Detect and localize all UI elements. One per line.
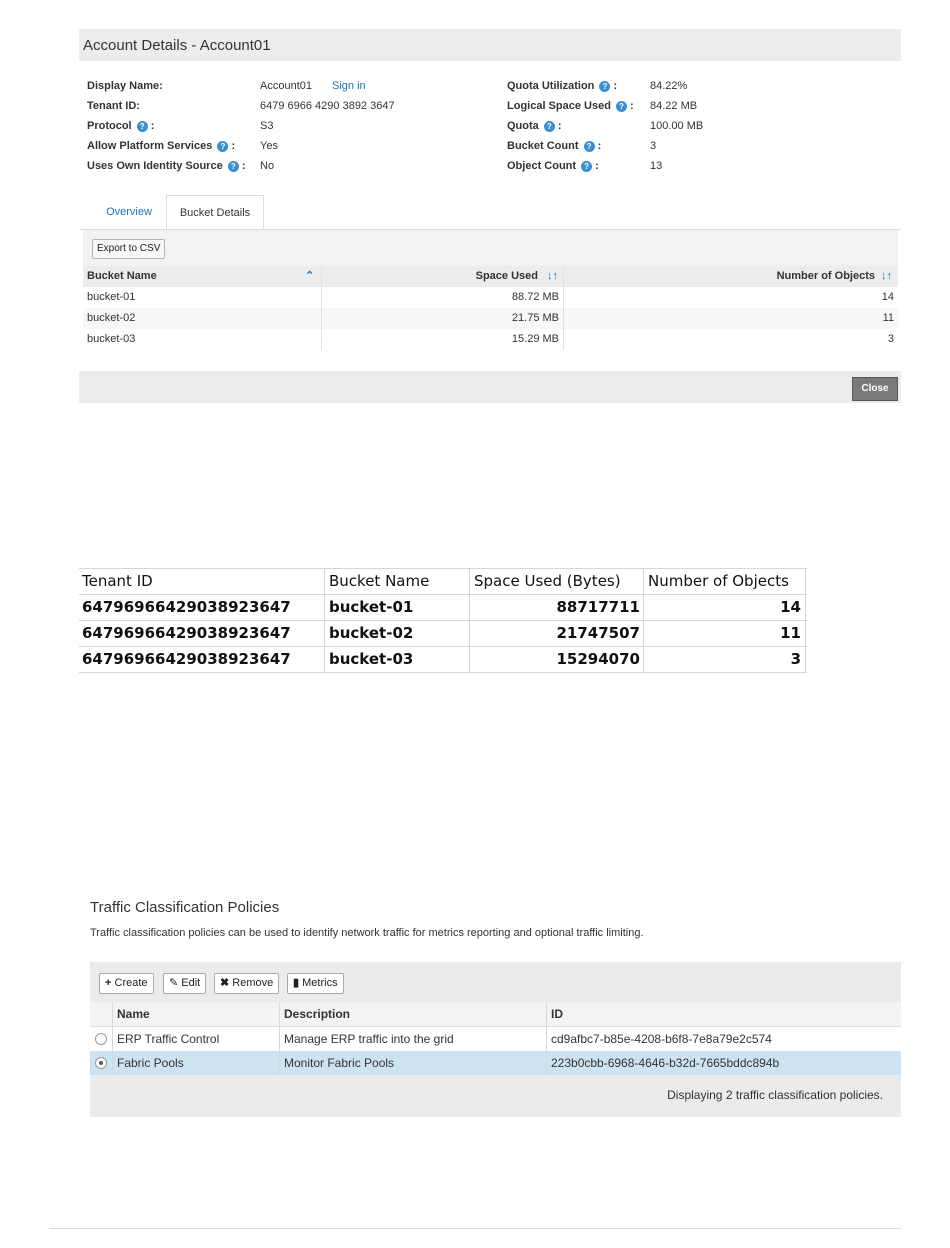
export-csv-button[interactable]: Export to CSV bbox=[92, 239, 165, 259]
sheet-bucket-name: bucket-03 bbox=[329, 650, 414, 668]
sort-ascending-icon[interactable]: ⌃ bbox=[305, 270, 315, 282]
column-divider bbox=[546, 1051, 547, 1075]
bucket-table bbox=[83, 266, 898, 350]
protocol-label: Protocol bbox=[87, 120, 132, 132]
create-button[interactable] bbox=[99, 973, 154, 994]
space-used-cell: 21.75 MB bbox=[511, 312, 559, 324]
col-bucket-name[interactable]: Bucket Name bbox=[87, 270, 157, 282]
policy-id: cd9afbc7-b85e-4208-b6f8-7e8a79e2c574 bbox=[551, 1032, 772, 1046]
identity-source-value: No bbox=[260, 160, 275, 172]
cell-divider bbox=[324, 595, 325, 620]
policy-name: ERP Traffic Control bbox=[117, 1032, 220, 1046]
row-radio[interactable] bbox=[95, 1033, 107, 1045]
csv-spreadsheet bbox=[79, 568, 807, 673]
policies-table bbox=[90, 1002, 901, 1075]
object-count-label: Object Count bbox=[507, 160, 577, 172]
table-header bbox=[90, 1002, 901, 1026]
tab-bucket-details[interactable]: Bucket Details bbox=[166, 195, 264, 231]
column-divider bbox=[563, 266, 564, 287]
quota-label: Quota bbox=[507, 120, 539, 132]
sort-icon[interactable]: ↓↑ bbox=[881, 270, 892, 282]
protocol-label-row: Protocol ? : bbox=[87, 120, 155, 132]
col-space-used[interactable]: Space Used bbox=[475, 270, 538, 282]
sheet-bucket-name: bucket-02 bbox=[329, 624, 414, 642]
column-divider bbox=[321, 287, 322, 308]
bucket-count-value: 3 bbox=[650, 140, 657, 152]
cell-divider bbox=[643, 569, 644, 594]
edit-label: Edit bbox=[181, 977, 201, 989]
col-number-of-objects[interactable]: Number of Objects bbox=[776, 270, 875, 282]
table-row[interactable] bbox=[90, 1026, 901, 1051]
sign-in-link[interactable]: Sign in bbox=[332, 80, 366, 92]
dialog-header bbox=[79, 29, 901, 61]
policy-id: 223b0cbb-6968-4646-b32d-7665bddc894b bbox=[551, 1056, 780, 1070]
policy-description: Monitor Fabric Pools bbox=[284, 1056, 395, 1070]
column-divider bbox=[546, 1027, 547, 1051]
identity-source-label-row: Uses Own Identity Source ? : bbox=[87, 160, 246, 172]
space-used-cell: 88.72 MB bbox=[511, 291, 559, 303]
table-header bbox=[83, 266, 898, 287]
sheet-objects: 11 bbox=[780, 624, 801, 642]
space-used-cell: 15.29 MB bbox=[511, 333, 559, 345]
column-divider bbox=[112, 1002, 113, 1026]
page-description: Traffic classification policies can be used to identify network traffic for metrics reporting and optional traffic limiting. bbox=[90, 927, 644, 939]
column-divider bbox=[546, 1002, 547, 1026]
help-icon[interactable]: ? bbox=[544, 121, 555, 132]
column-divider bbox=[112, 1051, 113, 1075]
help-icon[interactable]: ? bbox=[584, 141, 595, 152]
platform-services-label-row: Allow Platform Services ? : bbox=[87, 140, 236, 152]
help-icon[interactable]: ? bbox=[217, 141, 228, 152]
remove-label: Remove bbox=[232, 977, 274, 989]
column-divider bbox=[321, 308, 322, 329]
column-divider bbox=[321, 266, 322, 287]
display-name-value: Account01 bbox=[260, 80, 312, 92]
sort-icon[interactable]: ↓↑ bbox=[547, 270, 558, 282]
spreadsheet-row bbox=[79, 621, 807, 647]
page-divider bbox=[49, 1228, 901, 1229]
platform-services-value: Yes bbox=[260, 140, 278, 152]
policy-description: Manage ERP traffic into the grid bbox=[284, 1032, 454, 1046]
sheet-space-used: 15294070 bbox=[556, 650, 640, 668]
column-divider bbox=[279, 1051, 280, 1075]
quota-utilization-label-row: Quota Utilization ? : bbox=[507, 80, 618, 92]
bucket-count-label: Bucket Count bbox=[507, 140, 579, 152]
spreadsheet-row bbox=[79, 647, 807, 673]
help-icon[interactable]: ? bbox=[616, 101, 627, 112]
policy-name: Fabric Pools bbox=[117, 1056, 184, 1070]
tenant-id-label: Tenant ID: bbox=[87, 100, 140, 112]
table-row bbox=[83, 329, 898, 350]
create-label: Create bbox=[114, 977, 148, 989]
dialog-title: Account Details - Account01 bbox=[83, 37, 271, 54]
cell-divider bbox=[469, 569, 470, 594]
sheet-space-used: 88717711 bbox=[556, 598, 640, 616]
quota-value: 100.00 MB bbox=[650, 120, 704, 132]
dialog-footer bbox=[79, 371, 901, 403]
logical-space-label: Logical Space Used bbox=[507, 100, 611, 112]
row-radio[interactable] bbox=[95, 1057, 107, 1069]
object-count-value: 13 bbox=[650, 160, 663, 172]
sheet-col-space-used: Space Used (Bytes) bbox=[474, 572, 621, 590]
metrics-button[interactable] bbox=[287, 973, 344, 994]
bucket-toolbar bbox=[83, 230, 898, 266]
sheet-tenant-id: 64796966429038923647 bbox=[82, 650, 291, 668]
bucket-name-cell: bucket-03 bbox=[87, 333, 136, 345]
column-divider bbox=[563, 329, 564, 350]
account-details-dialog bbox=[79, 29, 901, 403]
policies-panel bbox=[90, 962, 901, 1117]
close-icon: ✖ bbox=[220, 977, 230, 989]
remove-button[interactable] bbox=[214, 973, 279, 994]
cell-divider bbox=[805, 647, 806, 672]
objects-cell: 11 bbox=[882, 312, 894, 324]
column-divider bbox=[279, 1027, 280, 1051]
protocol-value: S3 bbox=[260, 120, 274, 132]
quota-label-row: Quota ? : bbox=[507, 120, 562, 132]
table-row bbox=[83, 287, 898, 308]
help-icon[interactable]: ? bbox=[137, 121, 148, 132]
cell-divider bbox=[805, 569, 806, 594]
bucket-name-cell: bucket-01 bbox=[87, 291, 136, 303]
edit-button[interactable] bbox=[163, 973, 206, 994]
column-divider bbox=[321, 329, 322, 350]
quota-utilization-label: Quota Utilization bbox=[507, 80, 595, 92]
bucket-name-cell: bucket-02 bbox=[87, 312, 136, 324]
sheet-col-objects: Number of Objects bbox=[648, 572, 789, 590]
display-name-label: Display Name: bbox=[87, 80, 163, 92]
quota-utilization-value: 84.22% bbox=[650, 80, 688, 92]
cell-divider bbox=[324, 569, 325, 594]
tab-bar bbox=[79, 195, 901, 230]
help-icon[interactable]: ? bbox=[581, 161, 592, 172]
plus-icon: + bbox=[105, 977, 112, 989]
col-name[interactable]: Name bbox=[117, 1007, 150, 1021]
help-icon[interactable]: ? bbox=[228, 161, 239, 172]
object-count-label-row: Object Count ? : bbox=[507, 160, 599, 172]
column-divider bbox=[279, 1002, 280, 1026]
platform-services-label: Allow Platform Services bbox=[87, 140, 213, 152]
column-divider bbox=[112, 1027, 113, 1051]
table-row bbox=[83, 308, 898, 329]
cell-divider bbox=[324, 621, 325, 646]
cell-divider bbox=[805, 621, 806, 646]
sheet-objects: 3 bbox=[790, 650, 801, 668]
bucket-count-label-row: Bucket Count ? : bbox=[507, 140, 602, 152]
sheet-objects: 14 bbox=[780, 598, 801, 616]
sheet-space-used: 21747507 bbox=[556, 624, 640, 642]
page-title: Traffic Classification Policies bbox=[90, 899, 280, 916]
sheet-col-tenant-id: Tenant ID bbox=[82, 572, 153, 590]
pencil-icon: ✎ bbox=[169, 977, 179, 989]
help-icon[interactable]: ? bbox=[599, 81, 610, 92]
cell-divider bbox=[805, 595, 806, 620]
column-divider bbox=[563, 287, 564, 308]
table-footer-count: Displaying 2 traffic classification policies. bbox=[667, 1088, 883, 1102]
metrics-label: Metrics bbox=[302, 977, 338, 989]
logical-space-value: 84.22 MB bbox=[650, 100, 698, 112]
spreadsheet-row bbox=[79, 595, 807, 621]
col-description[interactable]: Description bbox=[284, 1007, 351, 1021]
objects-cell: 14 bbox=[881, 291, 894, 303]
sheet-bucket-name: bucket-01 bbox=[329, 598, 414, 616]
sheet-tenant-id: 64796966429038923647 bbox=[82, 598, 291, 616]
logical-space-label-row: Logical Space Used ? : bbox=[507, 100, 634, 112]
identity-source-label: Uses Own Identity Source bbox=[87, 160, 223, 172]
bar-chart-icon: ▮ bbox=[293, 977, 300, 989]
tenant-id-value: 6479 6966 4290 3892 3647 bbox=[260, 100, 395, 112]
spreadsheet-header-row bbox=[79, 568, 807, 595]
col-id[interactable]: ID bbox=[551, 1007, 563, 1021]
tab-overview[interactable]: Overview bbox=[106, 206, 152, 218]
cell-divider bbox=[324, 647, 325, 672]
sheet-tenant-id: 64796966429038923647 bbox=[82, 624, 291, 642]
close-button[interactable]: Close bbox=[852, 377, 898, 401]
sheet-col-bucket-name: Bucket Name bbox=[329, 572, 430, 590]
objects-cell: 3 bbox=[887, 333, 894, 345]
table-row-selected[interactable] bbox=[90, 1051, 901, 1075]
column-divider bbox=[563, 308, 564, 329]
